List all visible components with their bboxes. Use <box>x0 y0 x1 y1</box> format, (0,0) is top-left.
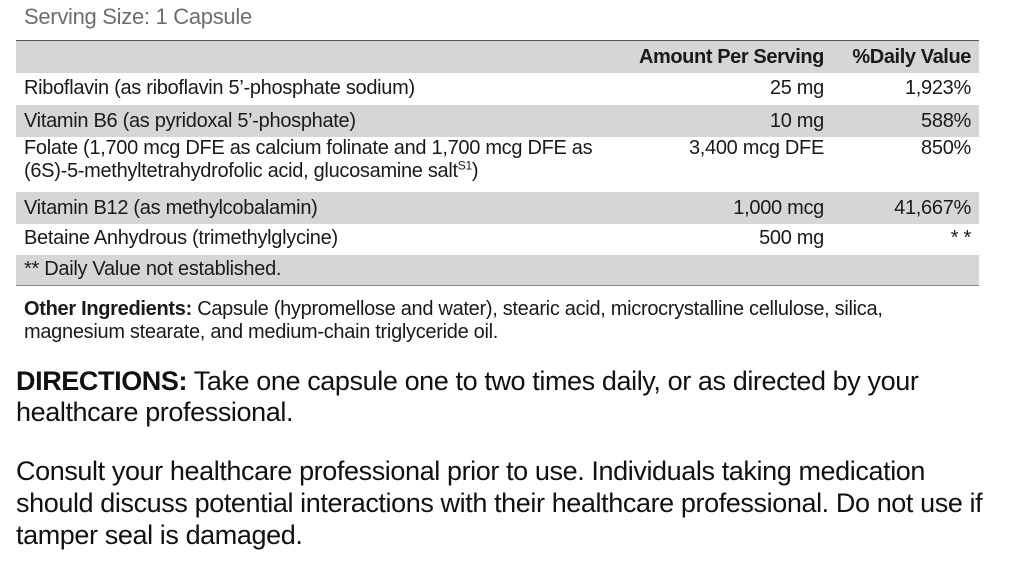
other-ingredients <box>24 298 954 344</box>
other-ingredients-text: Capsule (hypromellose and water), stearic acid, microcrystalline cellulose, silica, magnesium stearate, and medium-chain triglyceride oil. <box>24 298 883 343</box>
table-header-row <box>16 41 979 73</box>
nutrient-daily-value: 850% <box>921 137 971 159</box>
nutrient-name: Vitamin B6 (as pyridoxal 5’-phosphate) <box>24 110 356 132</box>
nutrient-name-line2: (6S)-5-methyltetrahydrofolic acid, glucosamine salt <box>24 160 458 182</box>
footnote-superscript: S1 <box>457 158 472 173</box>
nutrient-name <box>16 137 616 183</box>
nutrient-amount: 500 mg <box>759 227 824 249</box>
header-amount: Amount Per Serving <box>638 46 824 68</box>
serving-size: Serving Size: 1 Capsule <box>24 4 252 29</box>
table-footnote-row <box>16 255 979 285</box>
directions <box>16 366 976 428</box>
table-row <box>16 224 979 255</box>
nutrient-name: Betaine Anhydrous (trimethylglycine) <box>24 227 338 249</box>
nutrient-name-end: ) <box>471 160 479 182</box>
nutrient-daily-value: * * <box>950 227 971 249</box>
directions-label: DIRECTIONS: <box>16 366 188 396</box>
header-daily-value: %Daily Value <box>852 46 971 68</box>
other-ingredients-label: Other Ingredients: <box>24 298 192 320</box>
daily-value-footnote: ** Daily Value not established. <box>24 258 282 280</box>
supplement-facts-table <box>16 40 979 286</box>
nutrient-name: Vitamin B12 (as methylcobalamin) <box>24 197 318 219</box>
nutrient-daily-value: 588% <box>921 110 971 132</box>
table-row <box>16 192 979 224</box>
nutrient-name: Riboflavin (as riboflavin 5’-phosphate sodium) <box>24 77 415 99</box>
warning-text: Consult your healthcare professional prior to use. Individuals taking medication should discuss potential interactions with their healthcare professional. Do not use if tamper seal is damaged. <box>16 456 983 550</box>
table-row <box>16 73 979 105</box>
nutrient-amount: 3,400 mcg DFE <box>688 137 824 159</box>
nutrient-amount: 10 mg <box>769 110 824 132</box>
directions-text: Take one capsule one to two times daily, or as directed by your healthcare professional. <box>16 366 919 427</box>
nutrient-amount: 25 mg <box>769 77 824 99</box>
table-row <box>16 137 979 192</box>
nutrient-amount: 1,000 mcg <box>733 197 824 219</box>
nutrient-name-line1: Folate (1,700 mcg DFE as calcium folinate and 1,700 mcg DFE as <box>24 137 593 159</box>
nutrient-daily-value: 41,667% <box>894 197 971 219</box>
nutrient-daily-value: 1,923% <box>904 77 971 99</box>
table-row <box>16 105 979 137</box>
